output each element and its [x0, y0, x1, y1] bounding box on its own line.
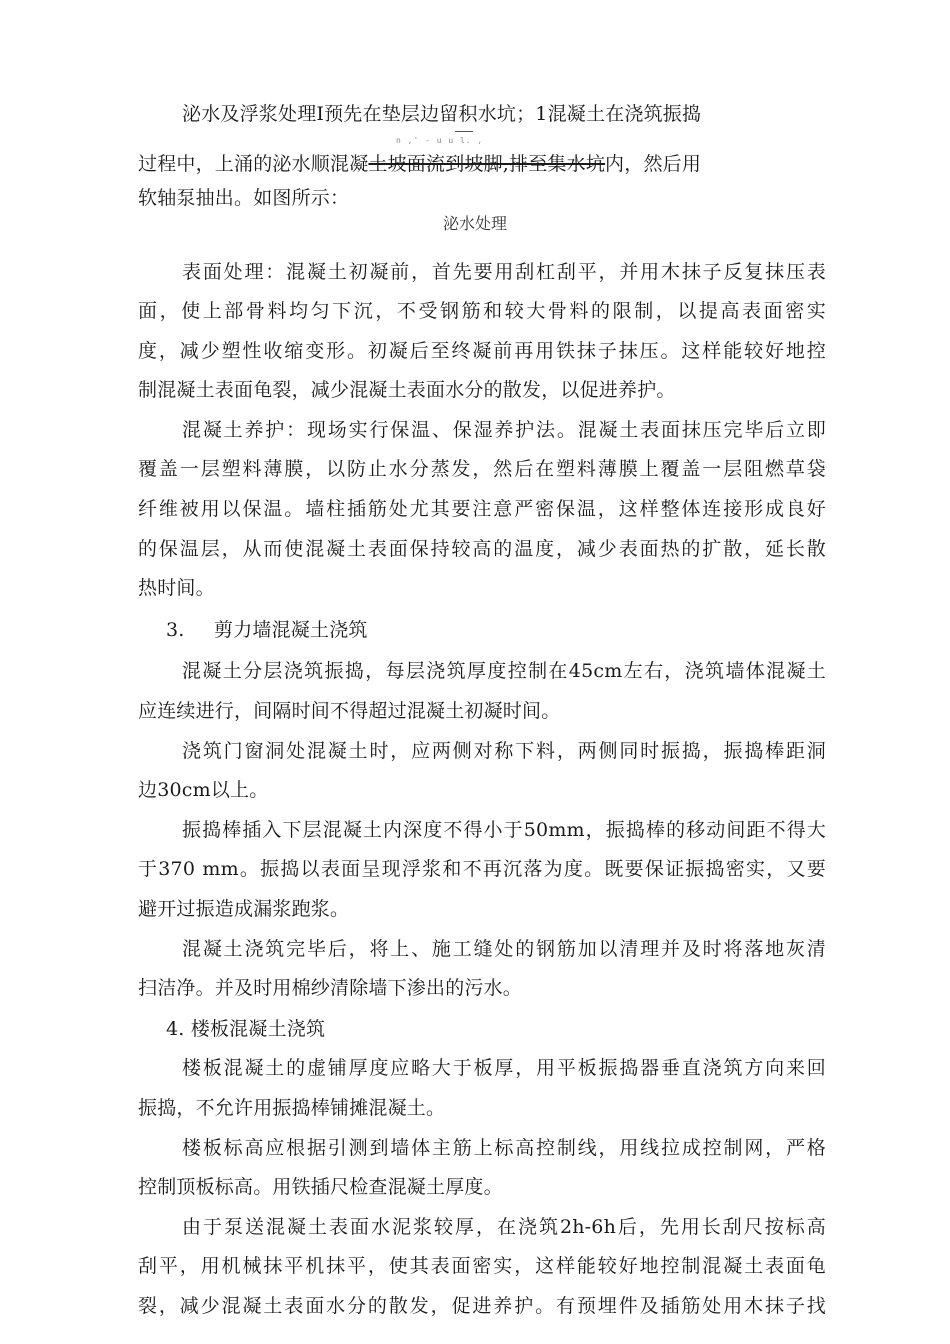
text-line: 热时间。: [138, 577, 215, 599]
text-line: 应连续进行，间隔时间不得超过混凝土初凝时间。: [138, 700, 561, 722]
text-line: 混凝土分层浇筑振捣，每层浇筑厚度控制在45cm左右，浇筑墙体混凝土: [182, 660, 826, 682]
section-heading-3: 3. 剪力墙混凝土浇筑: [166, 619, 368, 641]
text-line: 面，使上部骨料均匀下沉，不受钢筋和较大骨料的限制，以提高表面密实: [138, 300, 826, 322]
text-line: 扫洁净。并及时用棉纱清除墙下渗出的污水。: [138, 977, 523, 999]
text-line: 覆盖一层塑料薄膜，以防止水分蒸发，然后在塑料薄膜上覆盖一层阻燃草袋: [138, 458, 826, 480]
text-line: 纤维被用以保温。墙柱插筋处尤其要注意严密保温，这样整体连接形成良好: [138, 498, 826, 520]
text-line: 刮平，用机械抹平机抹平，使其表面密实，这样能较好地控制混凝土表面龟: [138, 1255, 826, 1277]
scan-tick: [455, 131, 473, 132]
text-line: 楼板混凝土的虚铺厚度应略大于板厚，用平板振捣器垂直浇筑方向来回: [182, 1057, 826, 1079]
text-line: 振捣，不允许用振捣棒铺摊混凝土。: [138, 1097, 446, 1119]
text-line: 度，减少塑性收缩变形。初凝后至终凝前再用铁抹子抹压。这样能较好地控: [138, 340, 826, 362]
text-line: 楼板标高应根据引测到墙体主筋上标高控制线，用线拉成控制网，严格: [182, 1137, 826, 1159]
text-line: 边30cm以上。: [138, 779, 269, 801]
section-heading-4: 4. 楼板混凝土浇筑: [166, 1018, 326, 1040]
text-line: 避开过振造成漏浆跑浆。: [138, 898, 350, 920]
scan-mark: n ,' - u u l. ,: [396, 136, 484, 145]
text-line: 控制顶板标高。用铁插尺检查混凝土厚度。: [138, 1176, 503, 1198]
text-line: 过程中，上涌的泌水顺混凝土坡面流到坡脚,排至集水坑内，然后用: [138, 153, 702, 175]
figure-caption: 泌水处理: [442, 214, 507, 233]
text-line: 的保温层，从而使混凝土表面保持较高的温度，减少表面热的扩散，延长散: [138, 538, 826, 560]
text-line: 浇筑门窗洞处混凝土时，应两侧对称下料，两侧同时振捣，振捣棒距洞: [182, 740, 826, 762]
struck-text: 土坡面流到坡脚,排至集水坑: [368, 153, 606, 175]
text-line: 混凝土养护：现场实行保温、保湿养护法。混凝土表面抹压完毕后立即: [182, 419, 826, 441]
text-line: 裂，减少混凝土表面水分的散发，促进养护。有预埋件及插筋处用木抹子找: [138, 1295, 826, 1317]
text-line: 振捣棒插入下层混凝土内深度不得小于50mm，振捣棒的移动间距不得大: [182, 819, 826, 841]
text-line: 软轴泵抽出。如图所示：: [138, 187, 350, 209]
text-line: 泌水及浮浆处理Ⅰ预先在垫层边留积水坑；1混凝土在浇筑振捣: [182, 103, 702, 125]
text-line: 表面处理：混凝土初凝前，首先要用刮杠刮平，并用木抹子反复抹压表: [182, 261, 826, 283]
text-line: 由于泵送混凝土表面水泥浆较厚，在浇筑2h-6h后，先用长刮尺按标高: [182, 1216, 826, 1238]
text-line: 混凝土浇筑完毕后，将上、施工缝处的钢筋加以清理并及时将落地灰清: [182, 938, 826, 960]
text-line: 于370 mm。振捣以表面呈现浮浆和不再沉落为度。既要保证振捣密实，又要: [138, 858, 826, 880]
text-line: 制混凝土表面龟裂，减少混凝土表面水分的散发，以促进养护。: [138, 379, 676, 401]
